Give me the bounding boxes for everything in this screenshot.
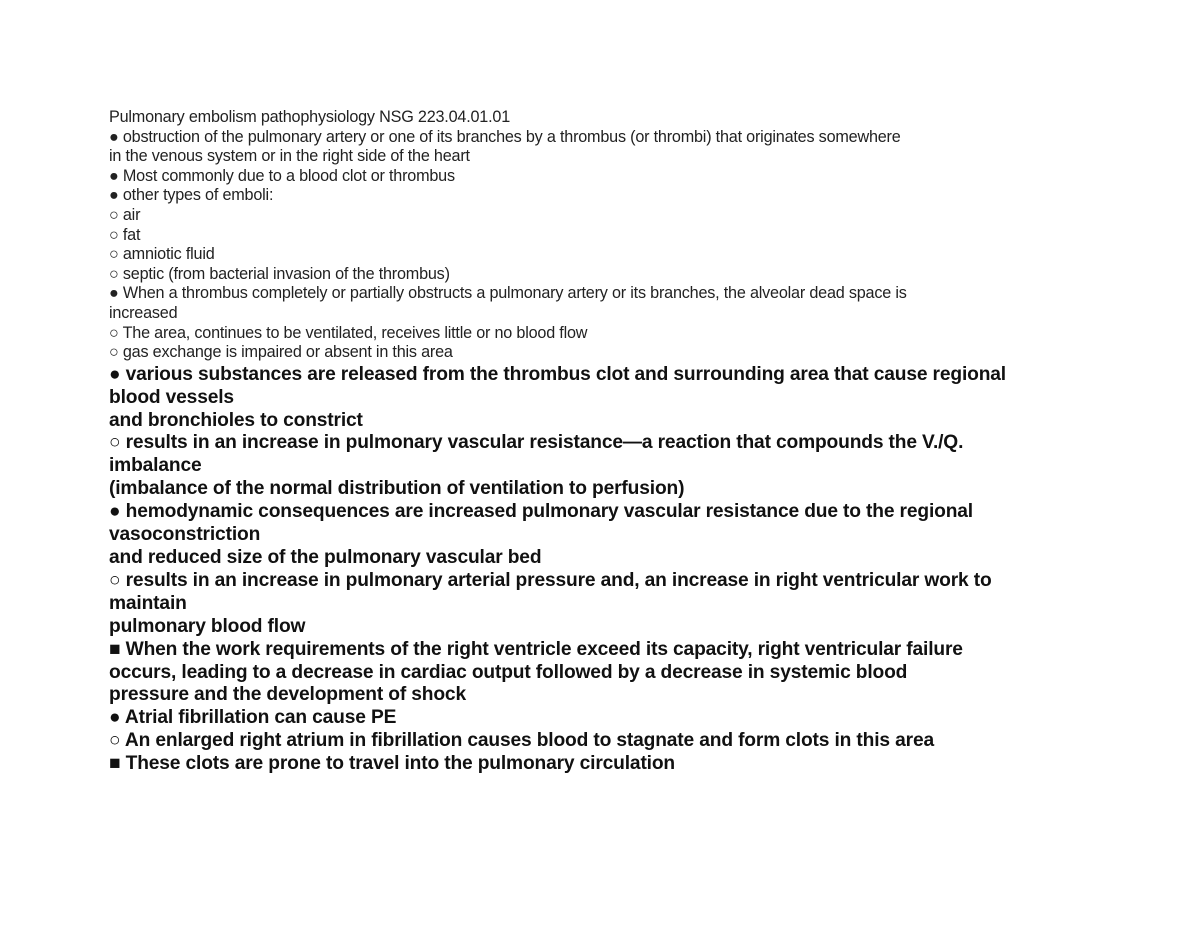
text-line: ● other types of emboli:	[109, 186, 274, 205]
document-text	[109, 108, 1059, 776]
bold-text-line: ■ When the work requirements of the right ventricle exceed its capacity, right ventricular failure	[109, 638, 963, 660]
bold-text-line: ○ results in an increase in pulmonary arterial pressure and, an increase in right ventricular work to	[109, 569, 992, 591]
bold-text-line: vasoconstriction	[109, 524, 261, 546]
bold-text-line: (imbalance of the normal distribution of ventilation to perfusion)	[109, 478, 685, 500]
text-line: ○ gas exchange is impaired or absent in this area	[109, 343, 453, 362]
bold-text-line: and reduced size of the pulmonary vascular bed	[109, 546, 542, 568]
bold-text-line: ○ results in an increase in pulmonary vascular resistance—a reaction that compounds the V./Q.	[109, 432, 964, 454]
text-line: increased	[109, 303, 178, 322]
bold-text-line: ● Atrial fibrillation can cause PE	[109, 707, 397, 729]
bold-text-line: ○ An enlarged right atrium in fibrillation causes blood to stagnate and form clots in this area	[109, 730, 935, 752]
text-line: ● Most commonly due to a blood clot or thrombus	[109, 166, 455, 185]
text-line: ○ The area, continues to be ventilated, receives little or no blood flow	[109, 323, 588, 342]
bold-text-line: blood vessels	[109, 386, 234, 408]
bold-text-line: and bronchioles to constrict	[109, 409, 363, 431]
bold-text-line: pressure and the development of shock	[109, 684, 466, 706]
text-line: ● When a thrombus completely or partially obstructs a pulmonary artery or its branches, the alveolar dead space is	[109, 284, 907, 303]
bold-text-line: ● hemodynamic consequences are increased pulmonary vascular resistance due to the regional	[109, 501, 973, 523]
text-line: in the venous system or in the right side of the heart	[109, 147, 470, 166]
text-line: ○ septic (from bacterial invasion of the thrombus)	[109, 264, 450, 283]
bold-text-line: ● various substances are released from the thrombus clot and surrounding area that cause regional	[109, 363, 1006, 385]
text-line: ○ fat	[109, 225, 141, 244]
text-line: ○ amniotic fluid	[109, 245, 215, 264]
text-line: ○ air	[109, 205, 141, 224]
document-title: Pulmonary embolism pathophysiology NSG 223.04.01.01	[109, 108, 511, 126]
text-line: ● obstruction of the pulmonary artery or one of its branches by a thrombus (or thrombi) that originates somewhere	[109, 127, 901, 146]
bold-text-line: ■ These clots are prone to travel into the pulmonary circulation	[109, 753, 676, 775]
bold-text-line: occurs, leading to a decrease in cardiac output followed by a decrease in systemic blood	[109, 661, 908, 683]
bold-text-line: maintain	[109, 592, 187, 614]
bold-text-line: pulmonary blood flow	[109, 615, 306, 637]
bold-text-line: imbalance	[109, 455, 202, 477]
